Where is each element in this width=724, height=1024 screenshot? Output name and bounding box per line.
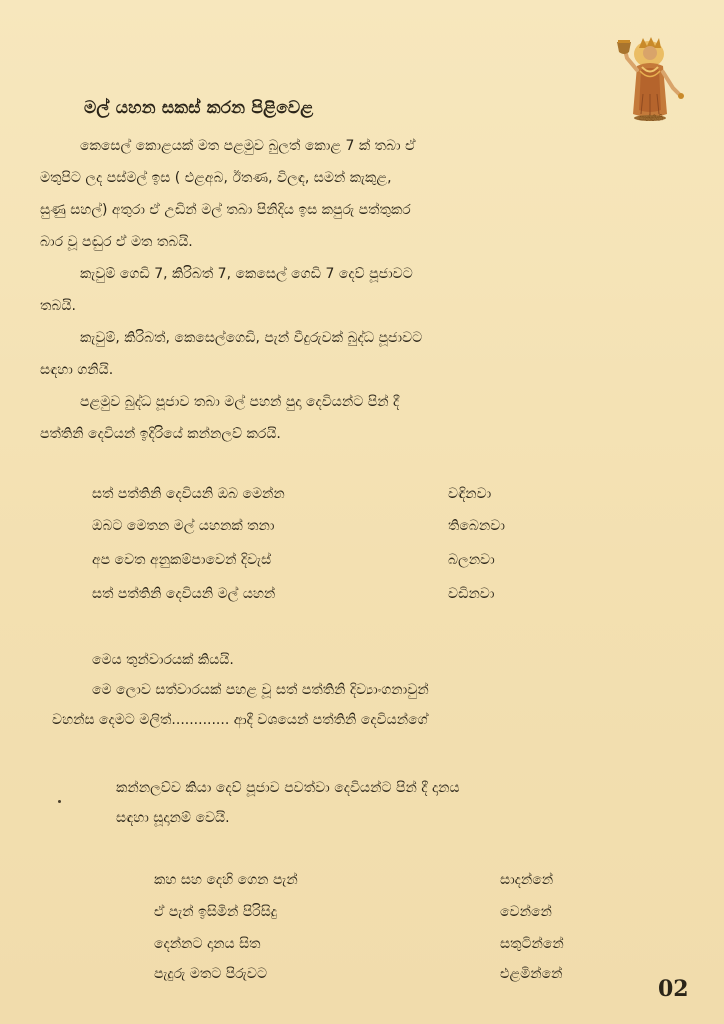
page-number: 02: [658, 976, 689, 1002]
paragraph-line: තබයි.: [40, 298, 76, 314]
verse-line-left: ඔබට මෙතන මල් යහනක් තනා: [92, 518, 275, 534]
paragraph-line: කෙසෙල් කොළයක් මත පළමුව බුලත් කොළ 7 ක් තබා ඒ: [80, 138, 416, 154]
page-title: මල් යහන සකස් කරන පිළිවෙළ: [84, 98, 314, 118]
paragraph-line: කැවුම් ගෙඩි 7, කිරිබත් 7, කෙසෙල් ගෙඩි 7 දෙව් පූජාවට: [80, 266, 413, 282]
paragraph-line: බාර වූ පඬුර ඒ මත තබයි.: [40, 234, 193, 250]
paragraph-line: මතුපිට ලද පස්මල් ඉස ( එළඅබ, ඊතණ, විලඳ, සමන් කැකුළ,: [40, 170, 392, 186]
verse-line-right: බලනවා: [448, 552, 495, 568]
verse-line-right: එළමින්නේ: [500, 966, 563, 982]
logo-lettering: පත්තිනි: [638, 113, 664, 124]
verse-line-left: ඒ පැන් ඉසිමින් පිරිසිදු: [154, 904, 278, 920]
verse-line-right: වඩිනවා: [448, 586, 495, 602]
paragraph-line: වහන්ස දෙමට මලිත්............. ආදී වශයෙන් පත්තිනි දෙවියන්ගේ: [52, 712, 428, 728]
paragraph-line: කන්නලව්ව කියා දෙව් පූජාව පවත්වා දෙවියන්ට පින් දී දානය: [116, 780, 460, 796]
verse-line-left: පැදුරු මතට පිරුවට: [154, 966, 268, 982]
verse-line-left: සත් පත්තිනි දෙවියනි මල් යහන්: [92, 586, 276, 602]
paragraph-line: සඳහා ගනියි.: [40, 362, 114, 378]
svg-text:පත්තිනි: [638, 113, 664, 123]
verse-line-right: සාදන්නේ: [500, 872, 554, 888]
verse-line-left: අප වෙත අනුකම්පාවෙන් දිවැස්: [92, 552, 272, 568]
verse-line-right: සතුටින්නේ: [500, 936, 564, 952]
paragraph-line: පත්තිනි දෙවියන් ඉදිරියේ කන්නලව් කරයි.: [40, 426, 281, 442]
paragraph-line: මෙ ලොව සත්වාරයක් පහළ වූ සත් පත්තිනි දිව්‍යාංගනාවුන්: [92, 682, 429, 698]
paragraph-line: කැවුම්, කිරිබත්, කෙසෙල්ගෙඩි, පැන් වීදුරුවක් බුද්ධ පූජාවට: [80, 330, 423, 346]
paragraph-line: සුණු සහල්) අතුරා ඒ උඩින් මල් තබා පිනිදිය ඉස කපුරු පත්තුකර: [40, 202, 411, 218]
stray-mark: [58, 800, 61, 803]
paragraph-line: මෙය තුන්වාරයක් කියයි.: [92, 652, 234, 668]
pattini-goddess-logo: [597, 36, 705, 132]
verse-line-left: සත් පත්තිනි දෙවියනි ඔබ මෙන්න: [92, 486, 285, 502]
verse-line-left: කහ සහ දෙහි ගෙන පැන්: [154, 872, 298, 888]
paragraph-line: පළමුව බුද්ධ පූජාව තබා මල් පහන් පුදා දෙවියන්ට පින් දී: [80, 394, 400, 410]
verse-line-right: වඳිනවා: [448, 486, 492, 502]
verse-line-right: වෙන්නේ: [500, 904, 552, 920]
verse-line-right: තිබෙනවා: [448, 518, 505, 534]
paragraph-line: සඳහා සූදානම් වෙයි.: [116, 810, 230, 826]
verse-line-left: දෙන්නට දානය සිත: [154, 936, 261, 952]
